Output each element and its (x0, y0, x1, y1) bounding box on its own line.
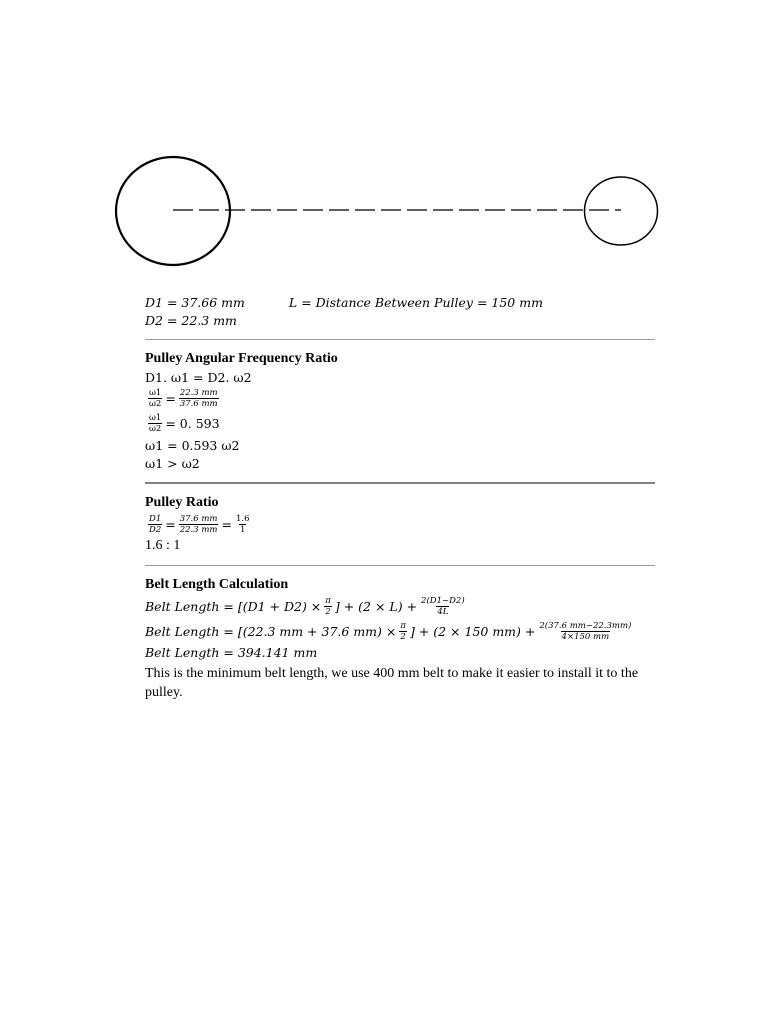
pulley-ratio-heading: Pulley Ratio (145, 494, 219, 510)
given-row-2 (145, 311, 655, 329)
angular-eq1: D1. ω1 = D2. ω2 (145, 369, 252, 385)
angular-heading: Pulley Angular Frequency Ratio (145, 351, 338, 366)
angular-eq5: ω1 > ω2 (145, 455, 200, 471)
belt-result: Belt Length = 394.141 mm (145, 645, 318, 660)
pi-over-2-fraction: $\frac{\pi}{2}$ (400, 620, 406, 642)
diameter-ratio-fraction: $\frac{22.3 mm}{37.6 mm}$ (179, 388, 218, 409)
angular-eq2: $\frac{\omega 1}{\omega 2}$ = $\frac{22.3 mm}{37.6 mm}$ (149, 388, 218, 409)
simplified-ratio-fraction: $\frac{1.6}{1}$ (235, 513, 250, 535)
pulley-ratio-eq: $\frac{D1}{D2}$ = $\frac{37.6 mm}{22.3 mm}$ = $\frac{1.6}{1}$ (149, 513, 250, 535)
d1-value: D1 = 37.66 mm (145, 294, 245, 310)
belt-substitution: Belt Length = [(22.3 mm + 37.6 mm) × $\frac{\pi}{2}$ ] + (2 × 150 mm) + $\frac{2(37.6 mm-22.3mm)}{4\times 150 mm}$ (145, 620, 632, 642)
small-pulley-circle (585, 177, 658, 245)
angular-eq3 (145, 411, 655, 436)
length-value: L = Distance Between Pulley = 150 mm (288, 294, 543, 310)
belt-heading: Belt Length Calculation (145, 576, 289, 592)
pi-over-2-fraction: $\frac{\pi}{2}$ (325, 595, 331, 617)
divider (145, 339, 655, 340)
divider (145, 482, 655, 484)
given-row-1 (145, 293, 655, 311)
belt-formula: Belt Length = [(D1 + D2) × $\frac{\pi}{2}$ ] + (2 × L) + $\frac{2(D1-D2)}{4L}$ (145, 595, 465, 617)
omega-ratio-fraction: $\frac{\omega 1}{\omega 2}$ (149, 388, 162, 409)
correction-fraction: $\frac{2(37.6 mm-22.3mm)}{4\times 150 mm}$ (539, 620, 632, 642)
d2-value: D2 = 22.3 mm (145, 312, 237, 328)
belt-note: This is the minimum belt length, we use 400 mm belt to make it easier to install it to the pulley. (145, 665, 639, 700)
document-body (145, 293, 655, 702)
large-pulley-circle (116, 157, 230, 265)
angular-eq4: ω1 = 0.593 ω2 (145, 437, 240, 453)
divider (145, 565, 655, 566)
pulley-ratio-result: 1.6 : 1 (145, 537, 181, 553)
ratio-value: = 0. 593 (165, 416, 220, 431)
pulley-diagram (0, 0, 768, 290)
omega-ratio-fraction: $\frac{\omega 1}{\omega 2}$ (149, 413, 162, 434)
mm-ratio-fraction: $\frac{37.6 mm}{22.3 mm}$ (179, 513, 218, 535)
correction-fraction: $\frac{2(D1-D2)}{4L}$ (421, 595, 465, 617)
d-ratio-fraction: $\frac{D1}{D2}$ (149, 513, 162, 535)
